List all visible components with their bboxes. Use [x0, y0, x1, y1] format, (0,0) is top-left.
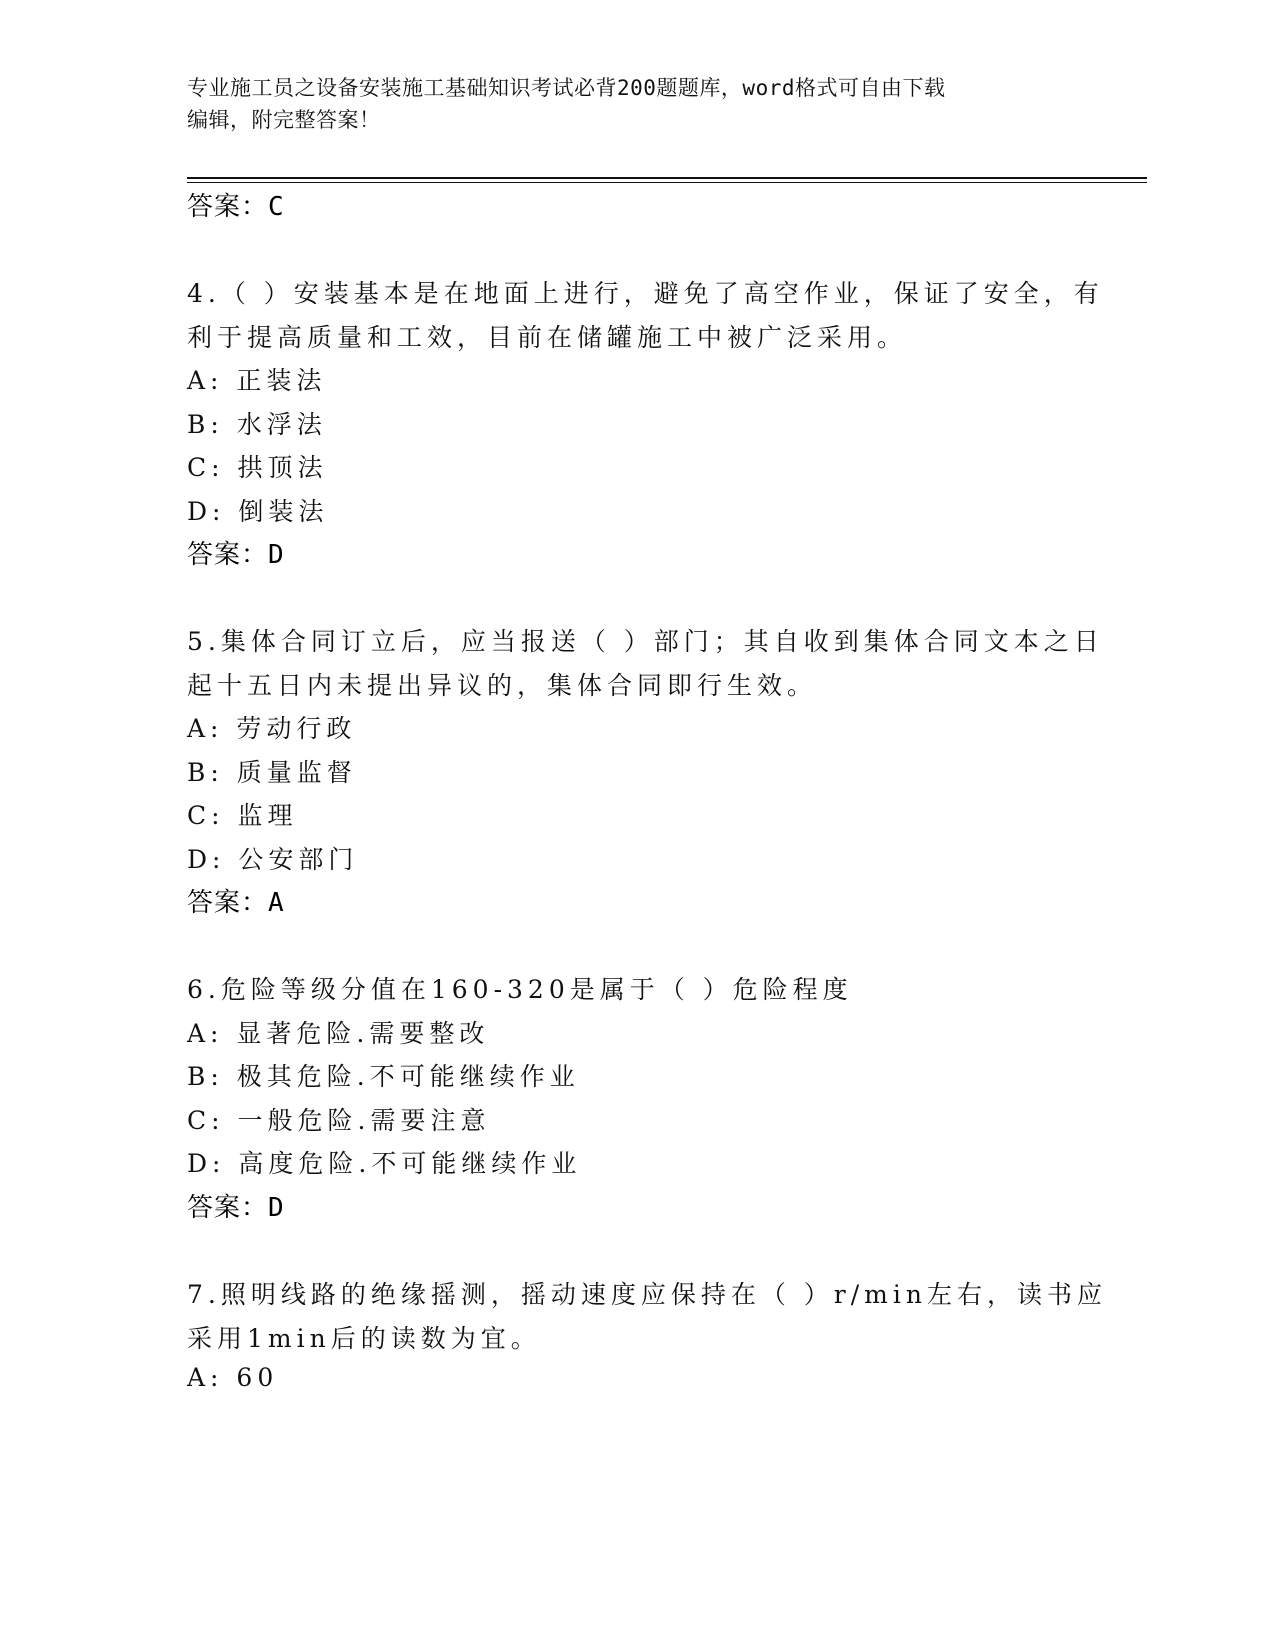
answer-label: 答案：D [187, 1193, 285, 1223]
option-a: A: 60 [187, 1363, 279, 1392]
question-stem: 利于提高质量和工效，目前在储罐施工中被广泛采用。 [187, 323, 908, 352]
question-stem: 采用1min后的读数为宜。 [187, 1324, 541, 1353]
header-line-1: 专业施工员之设备安装施工基础知识考试必背200题题库，word格式可自由下载 [187, 76, 946, 100]
previous-answer: 答案：C [187, 192, 285, 222]
document-header [187, 72, 1087, 136]
question-stem: 4.（ ）安装基本是在地面上进行，避免了高空作业，保证了安全，有 [187, 279, 1104, 308]
answer-label: 答案：A [187, 888, 285, 918]
option-a: A: 显著危险.需要整改 [187, 1019, 490, 1048]
question-stem: 7.照明线路的绝缘摇测，摇动速度应保持在（ ）r/min左右，读书应 [187, 1280, 1107, 1309]
option-d: D: 倒装法 [187, 497, 329, 526]
option-b: B: 极其危险.不可能继续作业 [187, 1062, 580, 1091]
answer-label: 答案：D [187, 540, 285, 570]
option-d: D: 公安部门 [187, 845, 359, 874]
question-stem: 6.危险等级分值在160-320是属于（ ）危险程度 [187, 975, 853, 1004]
option-a: A: 正装法 [187, 366, 327, 395]
header-line-2: 编辑，附完整答案！ [187, 108, 381, 132]
option-b: B: 水浮法 [187, 410, 327, 439]
header-divider-thin [187, 182, 1147, 183]
header-divider [187, 177, 1147, 179]
question-stem: 5.集体合同订立后，应当报送（ ）部门；其自收到集体合同文本之日 [187, 627, 1104, 656]
option-c: C: 一般危险.需要注意 [187, 1106, 491, 1135]
option-a: A: 劳动行政 [187, 714, 357, 743]
option-d: D: 高度危险.不可能继续作业 [187, 1149, 582, 1178]
option-c: C: 监理 [187, 801, 298, 830]
option-b: B: 质量监督 [187, 758, 357, 787]
question-stem: 起十五日内未提出异议的，集体合同即行生效。 [187, 671, 818, 700]
option-c: C: 拱顶法 [187, 453, 328, 482]
